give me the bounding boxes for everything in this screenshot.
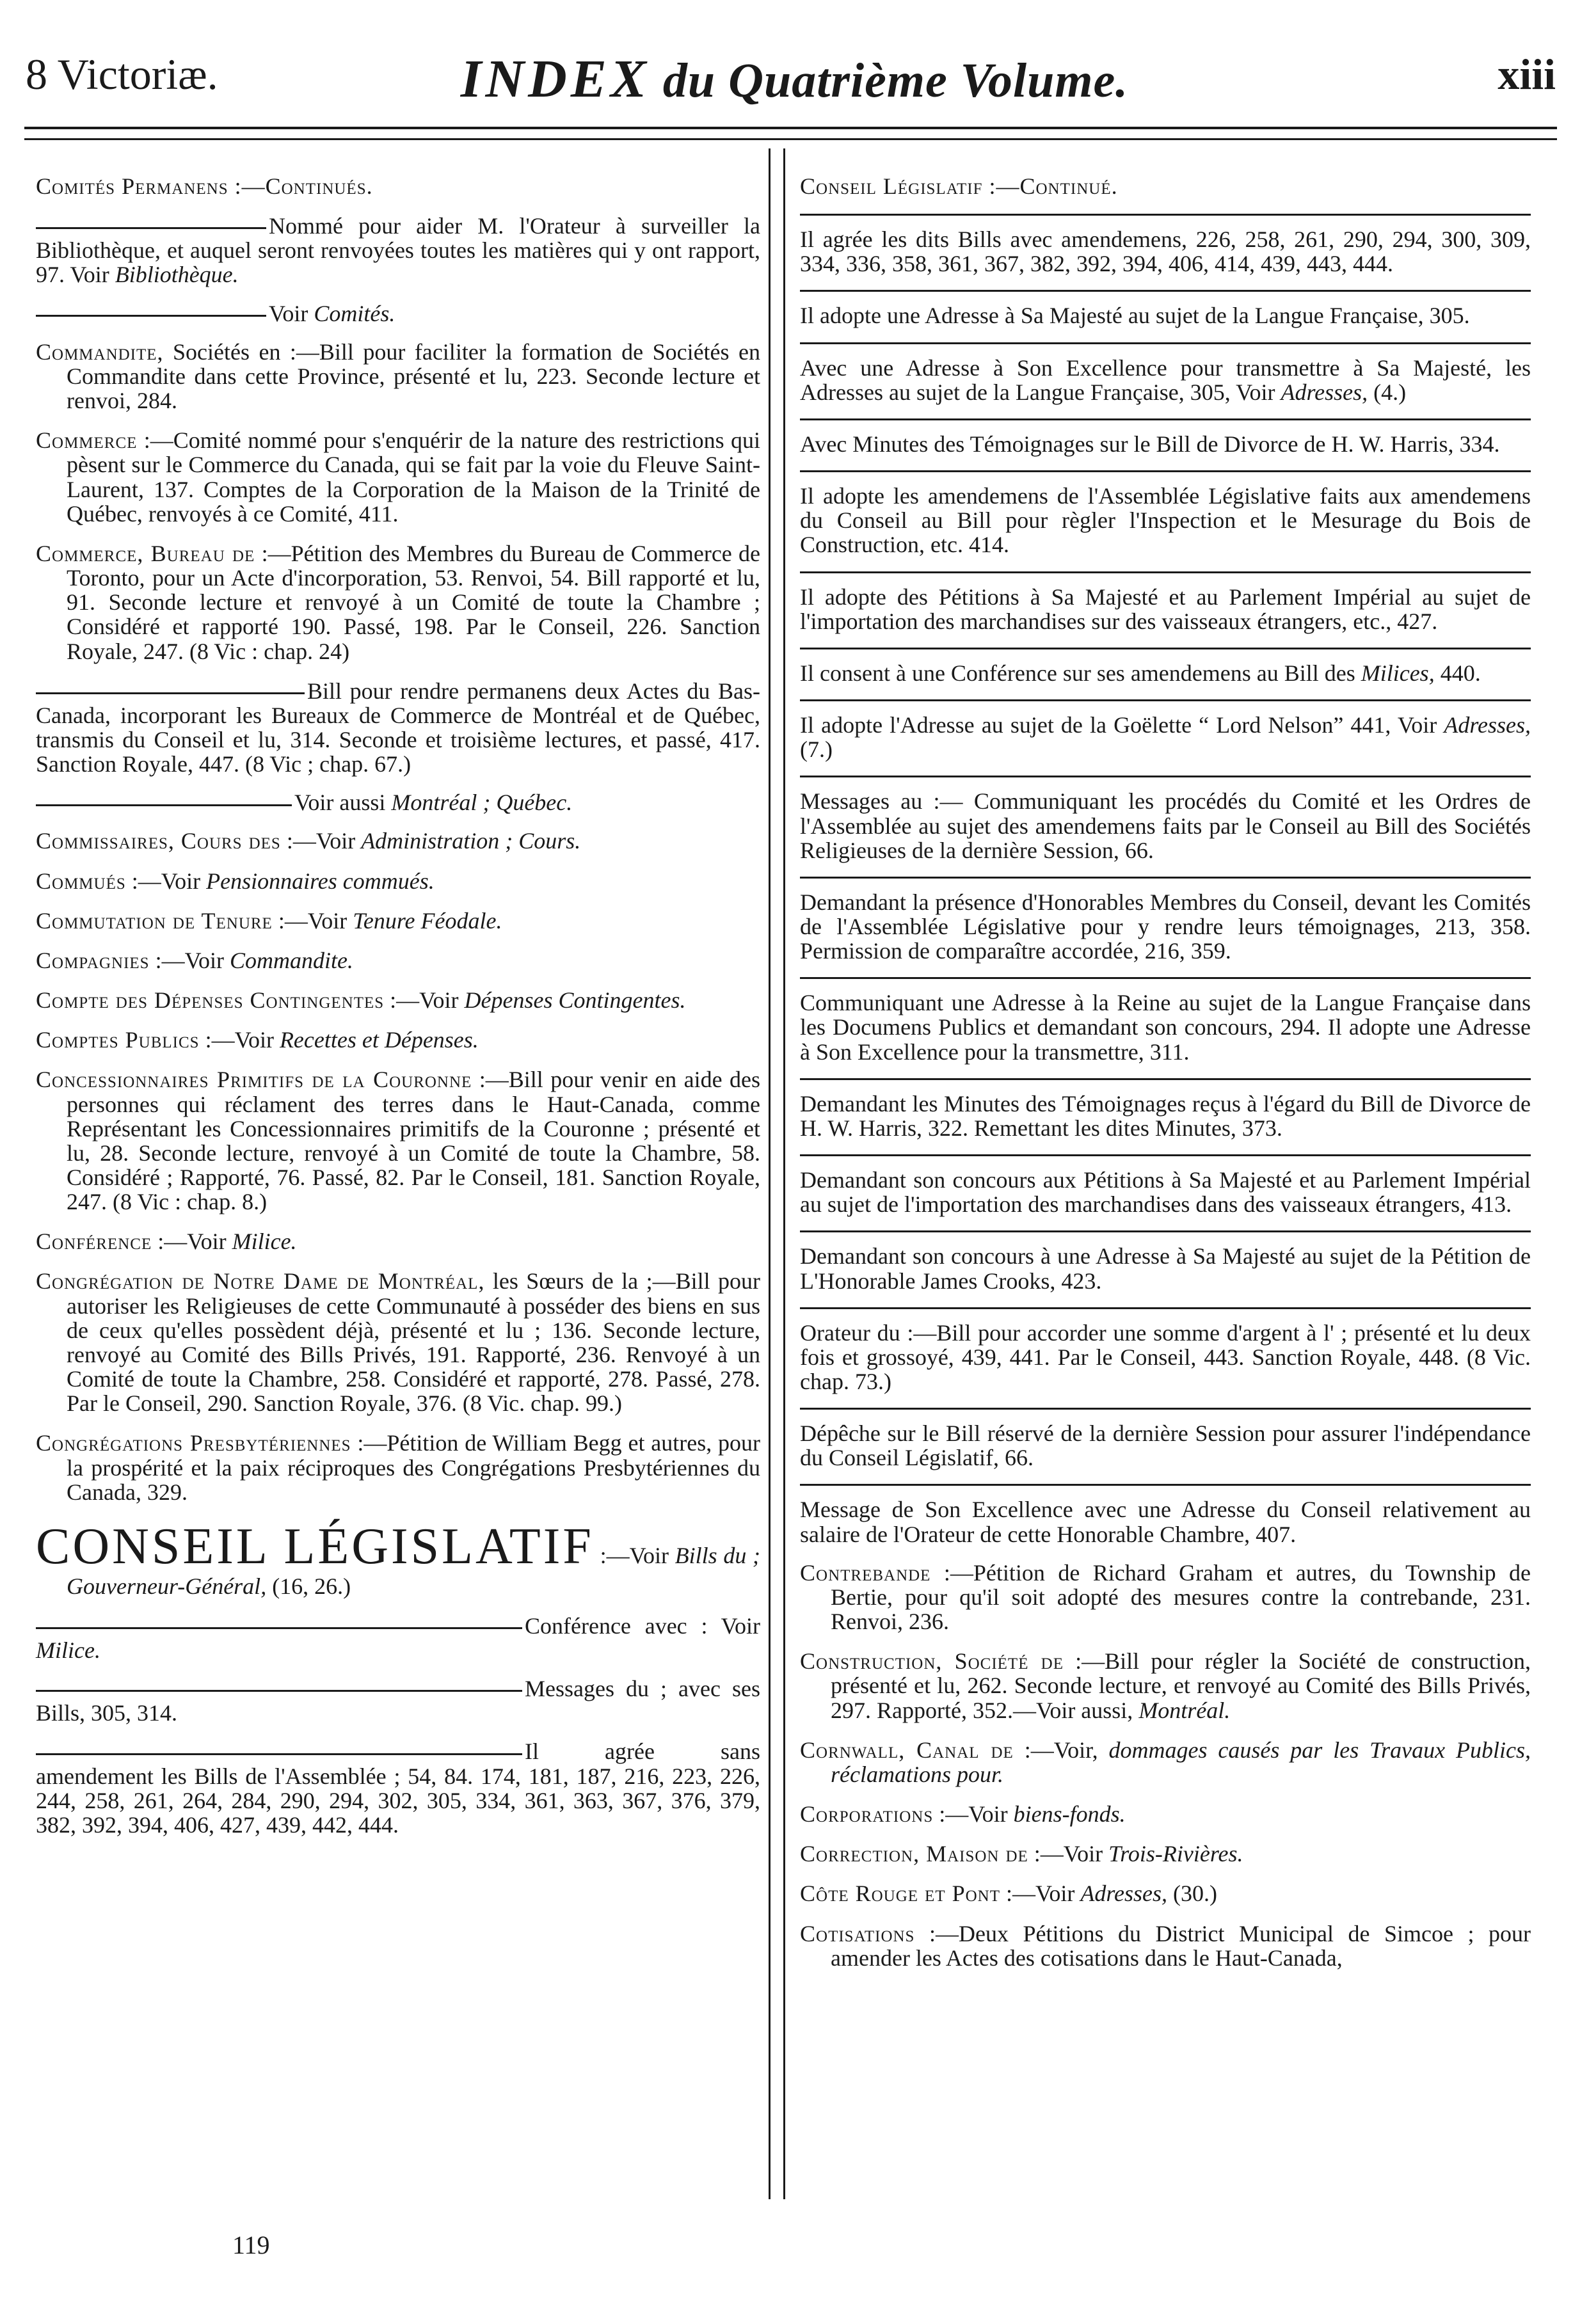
entry-text: :—Voir (286, 828, 356, 854)
leader-rule (36, 1627, 522, 1629)
entry-text: :—Voir (1006, 1881, 1075, 1907)
left-column (36, 174, 760, 1851)
index-entry (36, 909, 760, 933)
entry-heading: Congrégation de Notre Dame de Montréal, (36, 1268, 485, 1294)
page-title (0, 49, 1589, 109)
leader-rule (36, 1753, 522, 1755)
section-heading: CONSEIL LÉGISLATIF (36, 1518, 594, 1575)
entry-divider (800, 214, 1531, 216)
entry-heading: Compte des Dépenses Contingentes (36, 987, 385, 1014)
entry-text: Messages du ; avec ses Bills, 305, 314. (36, 1676, 760, 1726)
index-entry (36, 1229, 760, 1254)
index-entry (800, 1738, 1531, 1787)
entry-divider (800, 648, 1531, 649)
header-rule (24, 127, 1557, 129)
entry-text: :—Voir (1034, 1841, 1103, 1867)
index-entry: Demandant la présence d'Honorables Membres du Conseil, devant les Comités de l'Assemblée Législative pour y rendre leurs témoignages, 213, 358. Permission de comparaître accordée, 216, 359. (800, 889, 1531, 964)
index-entry (36, 790, 760, 815)
cross-reference: Trois-Rivières. (1108, 1841, 1243, 1867)
cross-reference: Milice. (36, 1637, 100, 1663)
index-entry (36, 1676, 760, 1725)
entry-heading: Comptes Publics (36, 1027, 200, 1053)
page-number-roman: xiii (1497, 50, 1556, 99)
entry-text: les Sœurs de la ;—Bill pour autoriser les Religieuses de cette Communauté à posséder des biens en sus de ceux qu'elles possèdent déjà, présenté et lu ; 136. Seconde lecture, renvoyé au Comité des Bills Privés, 191. Rapporté, 236. Renvoyé à un Comité de toute la Chambre, 258. Considéré et rapporté, 278. Passé, 278. Par le Conseil, 290. Sanction Royale, 376. (8 Vic. chap. 99.) (67, 1268, 761, 1417)
entry-heading: Commissaires, Cours des (36, 828, 281, 854)
entry-text: :—Pétition de William Begg et autres, pour la prospérité et la paix réciproques des Congrégations Presbytériennes du Canada, 329. (67, 1430, 761, 1505)
entry-text: :—Voir (157, 1229, 227, 1255)
entry-text: :—Voir (205, 1027, 274, 1053)
entry-text: :—Pétition de Richard Graham et autres, du Township de Bertie, pour qu'il soit adopté des mesures contre la contrebande, 231. Renvoi, 236. (831, 1559, 1531, 1635)
entry-text: :—Voir (131, 868, 201, 894)
entry-text: Il adopte l'Adresse au sujet de la Goëlette “ Lord Nelson” 441, Voir (800, 712, 1437, 738)
entry-divider (800, 1078, 1531, 1080)
index-entry: Demandant les Minutes des Témoignages reçus à l'égard du Bill de Divorce de H. W. Harris, 322. Remettant les dites Minutes, 373. (800, 1090, 1531, 1141)
entry-divider (800, 977, 1531, 979)
index-entry (36, 1067, 760, 1214)
entry-text: :—Comité nommé pour s'enquérir de la nature des restrictions qui pèsent sur le Commerce du Canada, qui se fait par la voie du Fleuve Saint-Laurent, 137. Comptes de la Corporation de la Maison de la Trinité de Québec, renvoyés à ce Comité, 411. (67, 427, 761, 527)
index-entry (36, 988, 760, 1012)
cross-reference: Administration ; Cours. (361, 828, 581, 854)
entry-heading: Commutation de Tenure (36, 907, 273, 934)
entry-heading: Conférence (36, 1229, 152, 1255)
entry-text: Avec une Adresse à Son Excellence pour transmettre à Sa Majesté, les Adresses au sujet de la Langue Française, 305, Voir (800, 354, 1531, 405)
index-entry (36, 948, 760, 973)
cross-reference: Bills du ; Gouverneur-Général, (67, 1542, 761, 1599)
entry-divider (800, 877, 1531, 879)
cross-reference: Adresses, (1080, 1881, 1168, 1907)
cross-reference: dommages causés par les Travaux Publics, réclamations pour. (831, 1737, 1531, 1787)
entry-heading: Compagnies (36, 947, 150, 973)
entry-text: Voir aussi (294, 790, 386, 816)
entry-text: Bill pour rendre permanens deux Actes du Bas-Canada, incorporant les Bureaux de Commerce de Montréal et de Québec, transmis du Conseil et lu, 314. Seconde et troisième lectures, et passé, 417. Sanction Royale, 447. (8 Vic ; chap. 67.) (36, 678, 760, 777)
title-index: INDEX (460, 49, 650, 109)
entry-heading: Corporations (800, 1801, 934, 1827)
entry-text: (16, 26.) (272, 1573, 351, 1599)
entry-text: (7.) (800, 736, 833, 763)
entry-text: :—Bill pour venir en aide des personnes qui réclament des terres dans le Haut-Canada, comme Représentant les Concessionnaires primitifs de la Couronne ; présenté et lu, 28. Seconde lecture, renvoyé à un Comité de toute la Chambre, 58. Considéré ; Rapporté, 76. Passé, 82. Par le Conseil, 181. Sanction Royale, 247. (8 Vic : chap. 8.) (67, 1067, 761, 1215)
cross-reference: Adresses, (1281, 379, 1368, 405)
index-entry (36, 1739, 760, 1837)
entry-text: Il agrée sans amendement les Bills de l'Assemblée ; 54, 84. 174, 181, 187, 216, 223, 226, 244, 258, 261, 264, 284, 290, 294, 302, 305, 334, 361, 363, 367, 376, 379, 382, 392, 394, 406, 427, 439, 442, 444. (36, 1739, 760, 1838)
title-rest: du Quatrième Volume. (662, 54, 1129, 107)
entry-divider (800, 1230, 1531, 1232)
index-entry (36, 428, 760, 526)
entry-heading: Cornwall, Canal de (800, 1737, 1014, 1763)
index-entry (36, 1431, 760, 1504)
cross-reference: Commandite. (229, 947, 353, 973)
index-entry (800, 1881, 1531, 1906)
cross-reference: Pensionnaires commués. (206, 868, 435, 894)
index-entry (36, 869, 760, 893)
index-entry (800, 1802, 1531, 1826)
folio-number: 119 (232, 2231, 270, 2259)
entry-text: :—Voir (390, 987, 459, 1014)
index-entry (800, 1649, 1531, 1722)
cross-reference: Milice. (232, 1229, 297, 1255)
right-column (800, 174, 1531, 1986)
entry-heading: Commués (36, 868, 126, 894)
leader-rule (36, 1690, 522, 1692)
index-entry (800, 713, 1531, 761)
cross-reference: Adresses, (1444, 712, 1531, 738)
entry-text: (30.) (1173, 1881, 1217, 1907)
cross-reference: Recettes et Dépenses. (279, 1027, 479, 1053)
entry-heading: Contrebande (800, 1559, 931, 1586)
entry-heading: Conseil Législatif :—Continué. (800, 173, 1118, 199)
column-divider (769, 148, 771, 2199)
entry-heading: Concessionnaires Primitifs de la Couronne (36, 1067, 472, 1093)
entry-text: :—Voir (155, 947, 224, 973)
index-entry: Il agrée les dits Bills avec amendemens, 226, 258, 261, 290, 294, 300, 309, 334, 336, 358, 361, 367, 382, 392, 394, 406, 414, 439, 443, 444. (800, 227, 1531, 277)
index-entry: Orateur du :—Bill pour accorder une somme d'argent à l' ; présenté et lu deux fois et grossoyé, 439, 441. Par le Conseil, 443. Sanction Royale, 448. (8 Vic. chap. 73.) (800, 1319, 1531, 1394)
index-entry (36, 1028, 760, 1052)
cross-reference: Bibliothèque. (115, 262, 239, 288)
entry-divider (800, 1408, 1531, 1410)
leader-rule (36, 692, 305, 694)
entry-divider (800, 342, 1531, 344)
entry-text: :—Pétition des Membres du Bureau de Commerce de Toronto, pour un Acte d'incorporation, 53. Renvoi, 54. Bill rapporté et lu, 91. Seconde lecture et renvoyé à un Comité de toute la Chambre ; Considéré et rapporté 190. Passé, 198. Par le Conseil, 226. Sanction Royale, 247. (8 Vic : chap. 24) (67, 540, 760, 664)
index-entry (800, 1561, 1531, 1634)
index-entry (800, 1842, 1531, 1866)
entry-text: :—Deux Pétitions du District Municipal de Simcoe ; pour amender les Actes des cotisations dans le Haut-Canada, (831, 1920, 1531, 1971)
entry-divider (800, 470, 1531, 472)
index-entry (36, 301, 760, 326)
leader-rule (36, 227, 266, 229)
cross-reference: biens-fonds. (1013, 1801, 1126, 1827)
entry-text: Conférence avec : Voir (525, 1612, 760, 1639)
index-entry (36, 214, 760, 287)
index-entry: Il adopte les amendemens de l'Assemblée Législative faits aux amendemens du Conseil au Bill pour règler l'Inspection et le Mesurage du Bois de Construction, etc. 414. (800, 483, 1531, 558)
entry-heading: Construction, Société de (800, 1648, 1064, 1675)
cross-reference: Milices, (1361, 660, 1435, 686)
entry-text: Voir (269, 300, 308, 326)
running-head-left: 8 Victoriæ. (26, 50, 218, 99)
index-entry (36, 1614, 760, 1662)
entry-text: Sociétés en :—Bill pour faciliter la formation de Sociétés en Commandite dans cette Province, présenté et lu, 223. Seconde lecture et renvoi, 284. (67, 338, 760, 414)
entry-text: Nommé pour aider M. l'Orateur à surveiller la Bibliothèque, et auquel seront renvoyées toutes les matières qui y ont rapport, 97. Voir (36, 213, 760, 288)
entry-heading: Comités Permanens :—Continués. (36, 173, 373, 199)
index-entry: Il adopte une Adresse à Sa Majesté au sujet de la Langue Française, 305. (800, 303, 1470, 329)
entry-text: Il consent à une Conférence sur ses amendemens au Bill des (800, 660, 1355, 686)
entry-text: :—Bill pour régler la Société de construction, présenté et lu, 262. Seconde lecture, et renvoyé au Comité des Bills Privés, 297. Rapporté, 352.—Voir aussi, (831, 1648, 1531, 1723)
entry-divider (800, 571, 1531, 573)
entry-text: 440. (1440, 660, 1481, 686)
entry-heading: Commandite, (36, 338, 164, 365)
cross-reference: Dépenses Contingentes. (464, 987, 686, 1014)
index-entry: Message de Son Excellence avec une Adresse du Conseil relativement au salaire de l'Orateur de cette Honorable Chambre, 407. (800, 1497, 1531, 1547)
index-entry (800, 1922, 1531, 1970)
index-entry: Demandant son concours à une Adresse à Sa Majesté au sujet de la Pétition de L'Honorable James Crooks, 423. (800, 1243, 1531, 1294)
index-entry: Demandant son concours aux Pétitions à Sa Majesté et au Parlement Impérial au sujet de l'importation des marchandises dans des vaisseaux étrangers, 413. (800, 1167, 1531, 1218)
cross-reference: Montréal. (1138, 1697, 1231, 1723)
cross-reference: Montréal ; Québec. (391, 790, 573, 816)
leader-rule (36, 315, 266, 317)
column-divider-double (783, 148, 785, 2199)
index-entry: Messages au :— Communiquant les procédés du Comité et les Ordres de l'Assemblée au sujet des amendemens faits par le Conseil au Bill des Sociétés Religieuses de la dernière Session, 66. (800, 788, 1531, 863)
entry-heading: Cotisations (800, 1920, 915, 1946)
index-entry (36, 1269, 760, 1415)
cross-reference: Comités. (314, 300, 395, 326)
entry-divider (800, 418, 1531, 420)
index-entry (36, 679, 760, 777)
index-entry: Communiquant une Adresse à la Reine au sujet de la Langue Française dans les Documens Publics et demandant son concours, 294. Il adopte une Adresse à Son Excellence pour la transmettre, 311. (800, 990, 1531, 1065)
entry-heading: Côte Rouge et Pont (800, 1881, 1000, 1907)
entry-text: :—Voir (600, 1542, 669, 1568)
entry-divider (800, 1307, 1531, 1309)
entry-heading: Commerce (36, 427, 138, 454)
index-entry (800, 661, 1531, 685)
index-entry (36, 829, 760, 853)
entry-text: (4.) (1373, 379, 1407, 405)
index-entry (800, 356, 1531, 404)
entry-divider (800, 290, 1531, 292)
entry-text: :—Voir (278, 907, 347, 934)
index-entry (36, 340, 760, 413)
index-entry (36, 1520, 760, 1598)
index-entry: Dépêche sur le Bill réservé de la dernière Session pour assurer l'indépendance du Conseil Législatif, 66. (800, 1421, 1531, 1471)
entry-heading: Correction, Maison de (800, 1841, 1028, 1867)
entry-divider (800, 699, 1531, 701)
entry-heading: Commerce, Bureau de (36, 540, 255, 566)
entry-text: :—Voir, (1024, 1737, 1098, 1763)
entry-divider (800, 1154, 1531, 1156)
entry-divider (800, 776, 1531, 777)
index-entry: Avec Minutes des Témoignages sur le Bill de Divorce de H. W. Harris, 334. (800, 431, 1500, 457)
index-entry: Il adopte des Pétitions à Sa Majesté et au Parlement Impérial au sujet de l'importation des marchandises sur des vaisseaux étrangers, etc., 427. (800, 584, 1531, 634)
cross-reference: Tenure Féodale. (353, 907, 502, 934)
entry-text: :—Voir (939, 1801, 1008, 1827)
entry-heading: Congrégations Presbytériennes (36, 1430, 351, 1456)
header-rule-double (24, 138, 1557, 140)
leader-rule (36, 804, 292, 806)
index-entry (36, 541, 760, 664)
entry-divider (800, 1484, 1531, 1486)
